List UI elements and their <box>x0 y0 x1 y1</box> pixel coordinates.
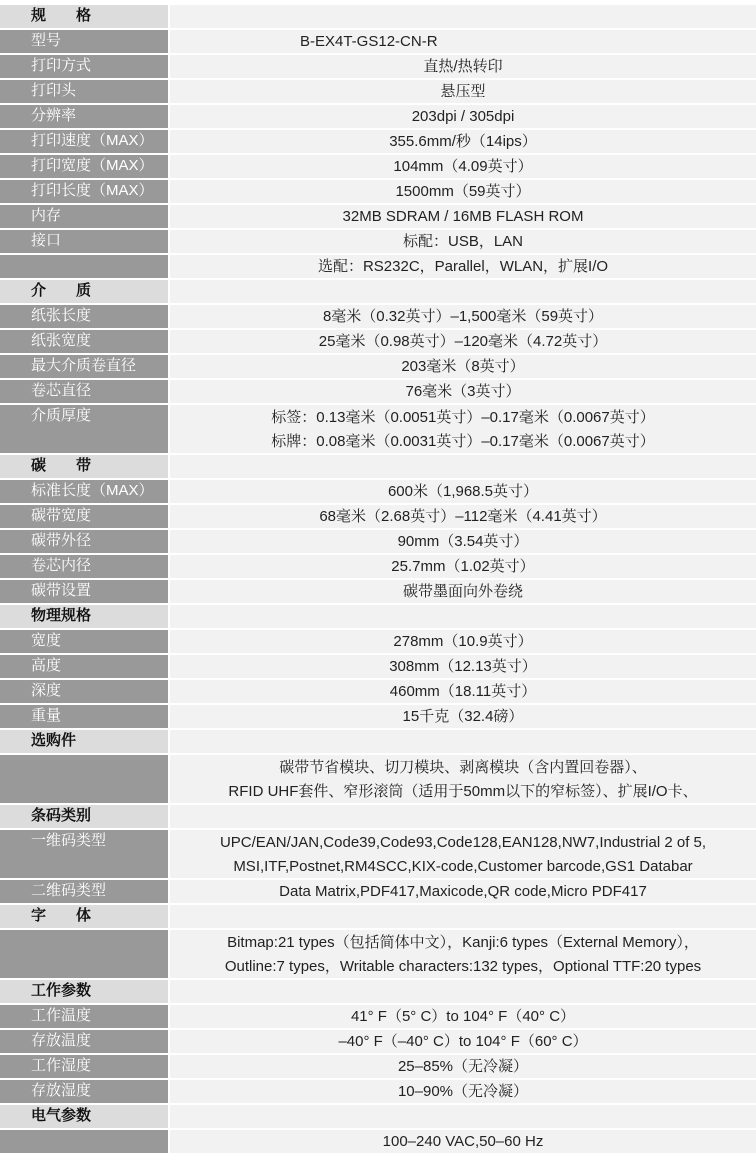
spec-value-line: Data Matrix,PDF417,Maxicode,QR code,Micro PDF417 <box>279 883 647 900</box>
spec-value-line: 25–85%（无冷凝） <box>397 1058 529 1075</box>
spec-value-line: 600米（1,968.5英寸） <box>387 483 539 500</box>
spec-label: 工作温度 <box>0 1005 170 1028</box>
spec-label <box>0 930 170 978</box>
spec-value-line: 10–90%（无冷凝） <box>397 1083 529 1100</box>
spec-row <box>0 1080 756 1105</box>
spec-value-line: MSI,ITF,Postnet,RM4SCC,KIX-code,Customer barcode,GS1 Databar <box>233 858 693 875</box>
spec-value-line: RFID UHF套件、窄形滚筒（适用于50mm以下的窄标签）、扩展I/O卡、 <box>228 783 698 800</box>
spec-value <box>170 205 756 228</box>
spec-value-line: UPC/EAN/JAN,Code39,Code93,Code128,EAN128,NW7,Industrial 2 of 5, <box>219 834 707 851</box>
spec-value-line: 标牌：0.08毫米（0.0031英寸）–0.17毫米（0.0067英寸） <box>271 433 655 450</box>
spec-label: 重量 <box>0 705 170 728</box>
spec-label: 二维码类型 <box>0 880 170 903</box>
section-title: 条码类别 <box>0 805 170 828</box>
section-title: 碳 带 <box>0 455 170 478</box>
spec-value-line: 1500mm（59英寸） <box>395 183 531 200</box>
spec-row <box>0 305 756 330</box>
spec-label: 一维码类型 <box>0 830 170 878</box>
spec-value-line: 标签：0.13毫米（0.0051英寸）–0.17毫米（0.0067英寸） <box>271 409 655 426</box>
spec-row <box>0 930 756 980</box>
section-header <box>0 730 756 755</box>
spec-label: 打印速度（MAX） <box>0 130 170 153</box>
spec-value-line: Outline:7 types，Writable characters:132 types，Optional TTF:20 types <box>224 958 702 975</box>
spec-row <box>0 1055 756 1080</box>
spec-value <box>170 930 756 978</box>
spec-label: 碳带外径 <box>0 530 170 553</box>
spec-label: 打印宽度（MAX） <box>0 155 170 178</box>
spec-row <box>0 255 756 280</box>
spec-row <box>0 630 756 655</box>
spec-row <box>0 680 756 705</box>
spec-row <box>0 1130 756 1155</box>
spec-row <box>0 655 756 680</box>
spec-value <box>170 380 756 403</box>
spec-label: 高度 <box>0 655 170 678</box>
spec-value-line: 25毫米（0.98英寸）–120毫米（4.72英寸） <box>318 333 608 350</box>
section-title: 选购件 <box>0 730 170 753</box>
spec-label: 碳带宽度 <box>0 505 170 528</box>
spec-row <box>0 555 756 580</box>
spec-value <box>170 305 756 328</box>
spec-label: 分辨率 <box>0 105 170 128</box>
spec-label: 打印方式 <box>0 55 170 78</box>
spec-value <box>170 705 756 728</box>
spec-row <box>0 505 756 530</box>
spec-value-line: 41° F（5° C）to 104° F（40° C） <box>350 1008 576 1025</box>
spec-value-line: 90mm（3.54英寸） <box>397 533 529 550</box>
spec-label: 介质厚度 <box>0 405 170 453</box>
spec-value <box>170 105 756 128</box>
spec-row <box>0 105 756 130</box>
spec-row <box>0 1030 756 1055</box>
section-header-fill <box>170 980 756 1003</box>
spec-value <box>170 530 756 553</box>
section-title: 电气参数 <box>0 1105 170 1128</box>
spec-value-line: 104mm（4.09英寸） <box>393 158 533 175</box>
spec-row <box>0 380 756 405</box>
section-header-fill <box>170 1105 756 1128</box>
spec-value <box>170 355 756 378</box>
spec-value-line: 460mm（18.11英寸） <box>389 683 537 700</box>
spec-value-line: 碳带墨面向外卷绕 <box>402 583 523 600</box>
spec-row <box>0 880 756 905</box>
spec-value-line: 203毫米（8英寸） <box>401 358 525 375</box>
spec-label: 接口 <box>0 230 170 253</box>
section-header-fill <box>170 805 756 828</box>
spec-row <box>0 480 756 505</box>
spec-label: 标准长度（MAX） <box>0 480 170 503</box>
spec-value <box>170 1080 756 1103</box>
spec-value-line: 308mm（12.13英寸） <box>389 658 537 675</box>
spec-value <box>170 555 756 578</box>
spec-value-line: 直热/热转印 <box>423 58 503 75</box>
spec-value <box>170 80 756 103</box>
spec-label <box>0 255 170 278</box>
spec-value-line: 15千克（32.4磅） <box>402 708 524 725</box>
spec-value <box>170 1030 756 1053</box>
spec-row <box>0 830 756 880</box>
spec-value-line: –40° F（–40° C）to 104° F（60° C） <box>338 1033 588 1050</box>
section-header-fill <box>170 605 756 628</box>
spec-value <box>170 755 756 803</box>
spec-value <box>170 580 756 603</box>
section-header <box>0 980 756 1005</box>
spec-value <box>170 505 756 528</box>
section-header <box>0 455 756 480</box>
spec-value-line: 76毫米（3英寸） <box>405 383 521 400</box>
spec-row <box>0 30 756 55</box>
spec-row <box>0 180 756 205</box>
spec-row <box>0 580 756 605</box>
section-title: 工作参数 <box>0 980 170 1003</box>
spec-value <box>170 630 756 653</box>
spec-value <box>170 55 756 78</box>
section-header <box>0 605 756 630</box>
spec-value <box>170 330 756 353</box>
spec-value <box>170 1130 756 1153</box>
spec-row <box>0 1005 756 1030</box>
spec-value <box>170 255 756 278</box>
section-header-fill <box>170 905 756 928</box>
spec-value <box>170 230 756 253</box>
spec-value-line: Bitmap:21 types（包括简体中文），Kanji:6 types（External Memory）， <box>227 934 699 951</box>
spec-row <box>0 205 756 230</box>
spec-value <box>170 130 756 153</box>
spec-value-line: 25.7mm（1.02英寸） <box>391 558 535 575</box>
spec-value <box>170 155 756 178</box>
spec-label: 型号 <box>0 30 170 53</box>
section-title: 字 体 <box>0 905 170 928</box>
spec-label: 存放温度 <box>0 1030 170 1053</box>
spec-value <box>170 180 756 203</box>
spec-label: 打印长度（MAX） <box>0 180 170 203</box>
spec-value <box>170 1055 756 1078</box>
spec-value-line: B-EX4T-GS12-CN-R <box>300 33 438 50</box>
spec-label: 打印头 <box>0 80 170 103</box>
spec-value <box>170 480 756 503</box>
spec-row <box>0 130 756 155</box>
spec-value <box>170 680 756 703</box>
spec-row <box>0 755 756 805</box>
spec-label <box>0 755 170 803</box>
spec-row <box>0 530 756 555</box>
spec-row <box>0 55 756 80</box>
section-title: 介 质 <box>0 280 170 303</box>
spec-row <box>0 80 756 105</box>
section-header <box>0 905 756 930</box>
spec-row <box>0 330 756 355</box>
spec-label: 深度 <box>0 680 170 703</box>
section-header <box>0 280 756 305</box>
spec-row <box>0 230 756 255</box>
section-header <box>0 5 756 30</box>
section-header-fill <box>170 5 756 28</box>
spec-value <box>170 1005 756 1028</box>
section-title: 规 格 <box>0 5 170 28</box>
spec-label: 纸张宽度 <box>0 330 170 353</box>
spec-value-line: 选配：RS232C，Parallel，WLAN，扩展I/O <box>317 258 609 275</box>
spec-label <box>0 1130 170 1153</box>
spec-table <box>0 5 756 1155</box>
spec-value-line: 100–240 VAC,50–60 Hz <box>382 1133 544 1150</box>
spec-row <box>0 355 756 380</box>
spec-value-line: 68毫米（2.68英寸）–112毫米（4.41英寸） <box>319 508 607 525</box>
spec-value-line: 278mm（10.9英寸） <box>393 633 533 650</box>
spec-value <box>170 880 756 903</box>
spec-label: 最大介质卷直径 <box>0 355 170 378</box>
spec-value <box>170 830 756 878</box>
spec-label: 工作湿度 <box>0 1055 170 1078</box>
section-header-fill <box>170 280 756 303</box>
spec-label: 宽度 <box>0 630 170 653</box>
spec-value <box>170 30 756 53</box>
spec-row <box>0 705 756 730</box>
section-header <box>0 805 756 830</box>
section-header-fill <box>170 730 756 753</box>
section-header <box>0 1105 756 1130</box>
section-title: 物理规格 <box>0 605 170 628</box>
spec-label: 纸张长度 <box>0 305 170 328</box>
spec-label: 卷芯内径 <box>0 555 170 578</box>
spec-value-line: 8毫米（0.32英寸）–1,500毫米（59英寸） <box>322 308 604 325</box>
spec-label: 卷芯直径 <box>0 380 170 403</box>
spec-value <box>170 655 756 678</box>
spec-value-line: 悬压型 <box>440 83 486 100</box>
spec-value <box>170 405 756 453</box>
spec-value-line: 标配：USB，LAN <box>402 233 524 250</box>
spec-value-line: 32MB SDRAM / 16MB FLASH ROM <box>342 208 584 225</box>
spec-value-line: 203dpi / 305dpi <box>411 108 515 125</box>
spec-value-line: 355.6mm/秒（14ips） <box>389 133 537 150</box>
section-header-fill <box>170 455 756 478</box>
spec-row <box>0 405 756 455</box>
spec-label: 存放湿度 <box>0 1080 170 1103</box>
spec-row <box>0 155 756 180</box>
spec-value-line: 碳带节省模块、切刀模块、剥离模块（含内置回卷器）、 <box>279 759 647 776</box>
spec-label: 内存 <box>0 205 170 228</box>
spec-label: 碳带设置 <box>0 580 170 603</box>
